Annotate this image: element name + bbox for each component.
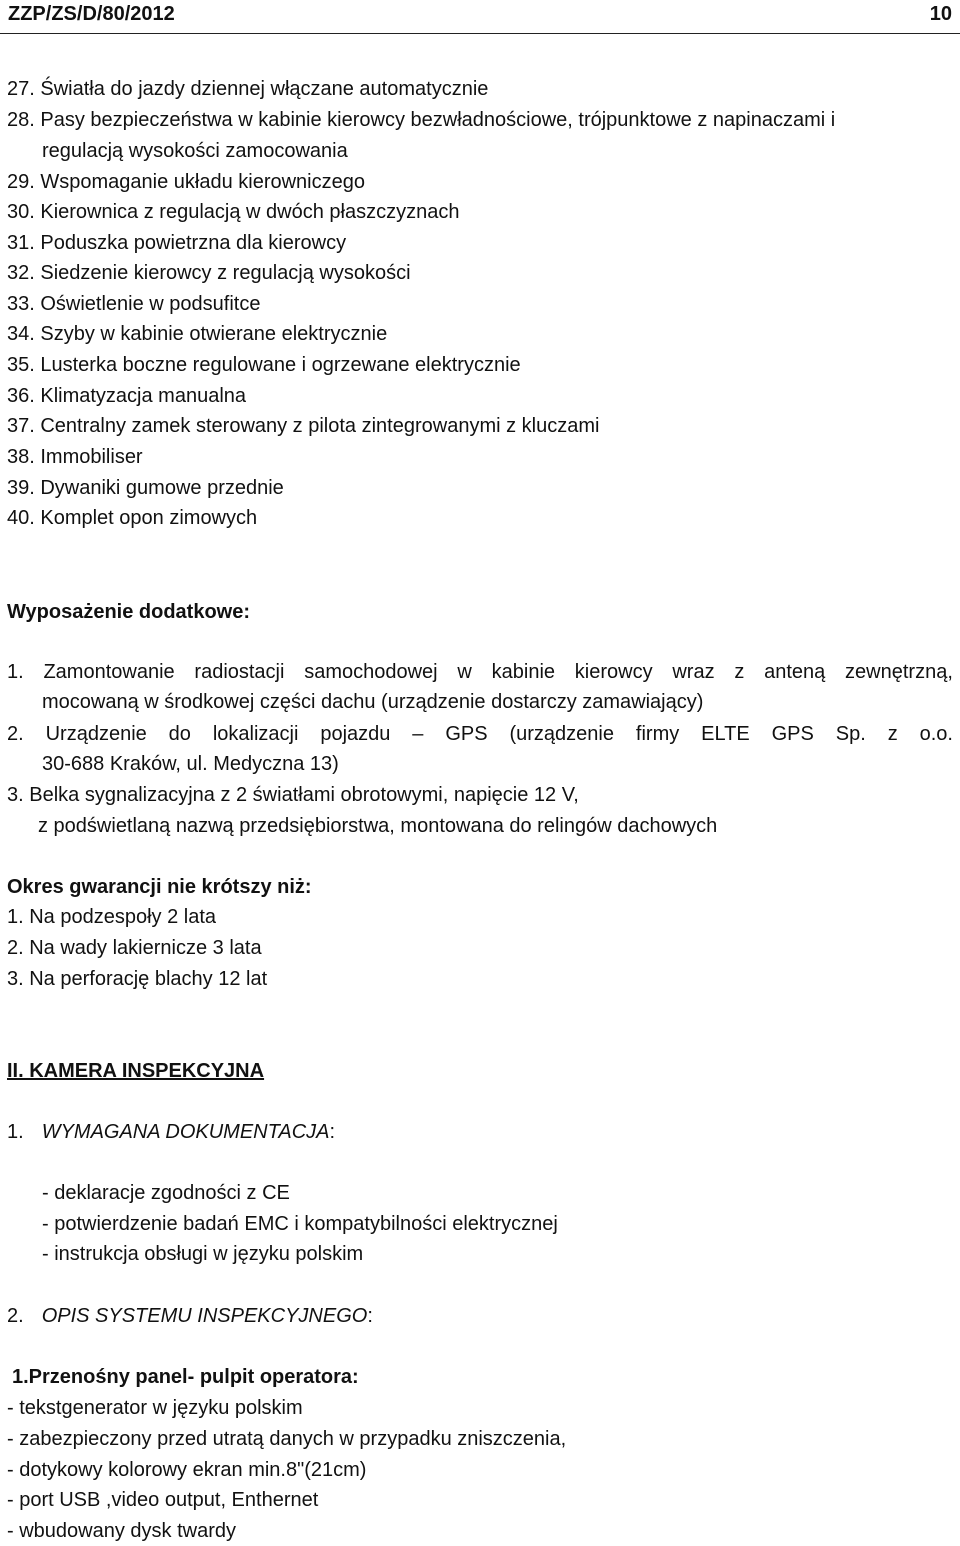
- documentation-heading: 1. WYMAGANA DOKUMENTACJA:: [7, 1121, 336, 1143]
- panel-item: - wbudowany dysk twardy: [7, 1520, 236, 1542]
- list-item: 38. Immobiliser: [7, 446, 143, 468]
- documentation-item: - instrukcja obsługi w języku polskim: [42, 1243, 364, 1265]
- list-item: 35. Lusterka boczne regulowane i ogrzewane elektrycznie: [7, 354, 521, 376]
- list-item: 31. Poduszka powietrzna dla kierowcy: [7, 232, 347, 254]
- extras-item-2-line-2: 30-688 Kraków, ul. Medyczna 13): [42, 753, 339, 775]
- warranty-item: 2. Na wady lakiernicze 3 lata: [7, 937, 262, 959]
- system-description-heading: 2. OPIS SYSTEMU INSPEKCYJNEGO:: [7, 1305, 373, 1327]
- list-item: 32. Siedzenie kierowcy z regulacją wysokości: [7, 262, 411, 284]
- list-item: 37. Centralny zamek sterowany z pilota zintegrowanymi z kluczami: [7, 415, 600, 437]
- extras-item-3-line-2: z podświetlaną nazwą przedsiębiorstwa, montowana do relingów dachowych: [38, 815, 718, 837]
- list-item: 40. Komplet opon zimowych: [7, 507, 258, 529]
- list-item: 36. Klimatyzacja manualna: [7, 385, 247, 407]
- list-item: 30. Kierownica z regulacją w dwóch płaszczyznach: [7, 201, 460, 223]
- list-item: 27. Światła do jazdy dziennej włączane automatycznie: [7, 78, 489, 100]
- panel-item: - zabezpieczony przed utratą danych w przypadku zniszczenia,: [7, 1428, 567, 1450]
- extras-item-2-line-1: 2. Urządzenie do lokalizacji pojazdu – GPS (urządzenie firmy ELTE GPS Sp. z o.o.: [7, 723, 953, 745]
- list-item: 39. Dywaniki gumowe przednie: [7, 477, 284, 499]
- panel-item: - tekstgenerator w języku polskim: [7, 1397, 303, 1419]
- warranty-heading: Okres gwarancji nie krótszy niż:: [7, 876, 312, 898]
- list-item: 34. Szyby w kabinie otwierane elektrycznie: [7, 323, 388, 345]
- panel-heading: 1.Przenośny panel- pulpit operatora:: [12, 1366, 359, 1388]
- panel-item: - dotykowy kolorowy ekran min.8"(21cm): [7, 1459, 367, 1481]
- system-description-title: OPIS SYSTEMU INSPEKCYJNEGO: [41, 1305, 368, 1327]
- extras-item-1-line-1: 1. Zamontowanie radiostacji samochodowej w kabinie kierowcy wraz z anteną zewnętrzną,: [7, 661, 953, 683]
- section-heading: II. KAMERA INSPEKCYJNA: [7, 1060, 265, 1082]
- list-item: 28. Pasy bezpieczeństwa w kabinie kierowcy bezwładnościowe, trójpunktowe z napinaczami i: [7, 109, 836, 131]
- warranty-item: 1. Na podzespoły 2 lata: [7, 906, 217, 928]
- extras-item-3-line-1: 3. Belka sygnalizacyjna z 2 światłami obrotowymi, napięcie 12 V,: [7, 784, 579, 806]
- list-item: 29. Wspomaganie układu kierowniczego: [7, 171, 365, 193]
- extras-heading: Wyposażenie dodatkowe:: [7, 601, 251, 623]
- warranty-item: 3. Na perforację blachy 12 lat: [7, 968, 268, 990]
- page-header: [0, 0, 960, 34]
- documentation-item: - potwierdzenie badań EMC i kompatybilności elektrycznej: [42, 1213, 558, 1235]
- documentation-title: WYMAGANA DOKUMENTACJA: [41, 1121, 330, 1143]
- extras-item-1-line-2: mocowaną w środkowej części dachu (urządzenie dostarczy zamawiający): [42, 691, 704, 713]
- document-id: ZZP/ZS/D/80/2012: [8, 3, 175, 25]
- panel-item: - port USB ,video output, Enthernet: [7, 1489, 319, 1511]
- page-number: 10: [929, 3, 952, 25]
- documentation-item: - deklaracje zgodności z CE: [42, 1182, 290, 1204]
- list-item: 33. Oświetlenie w podsufitce: [7, 293, 261, 315]
- list-item-continuation: regulacją wysokości zamocowania: [42, 140, 348, 162]
